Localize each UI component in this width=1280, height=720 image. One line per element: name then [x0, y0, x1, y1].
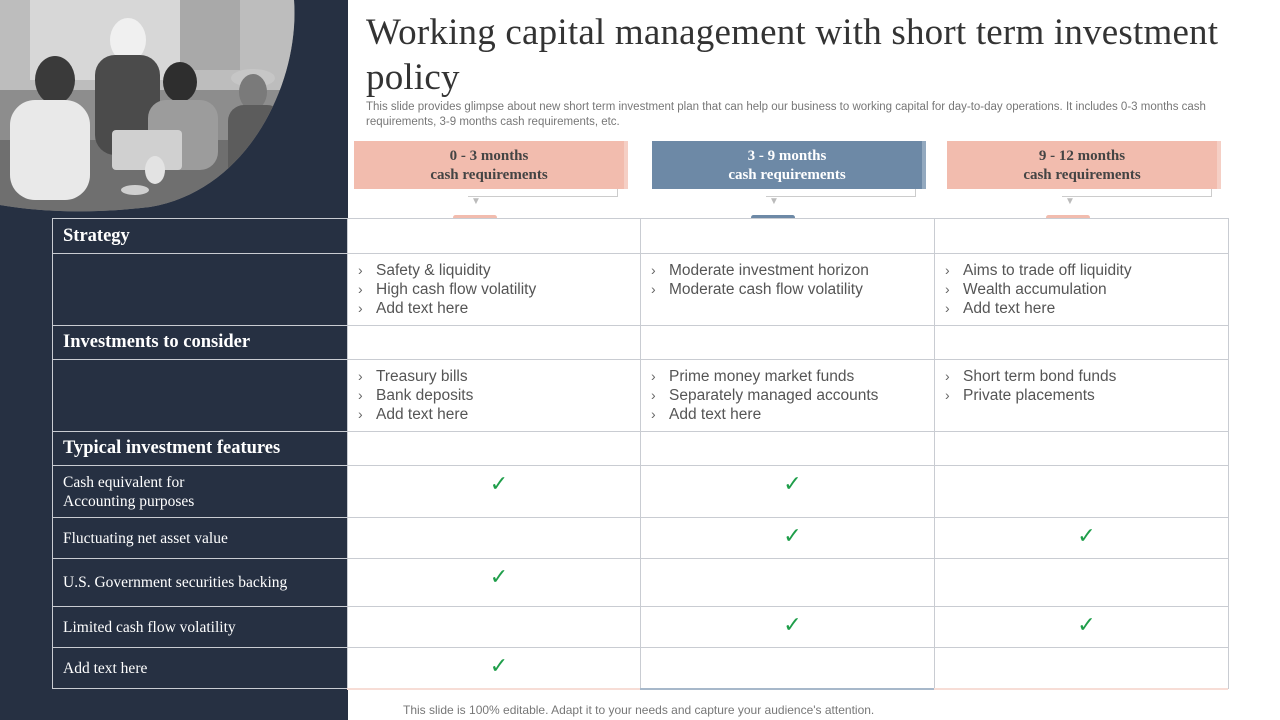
- column-header-line1: 0 - 3 months: [449, 148, 529, 164]
- section-label-investments: Investments to consider: [53, 326, 348, 360]
- column-header-line2: cash requirements: [430, 167, 548, 183]
- section-row-investments: [53, 326, 1229, 360]
- section-label-features: Typical investment features: [53, 432, 348, 466]
- bullet-item: › Moderate cash flow volatility: [651, 281, 863, 298]
- bullet-item: › Prime money market funds: [651, 368, 855, 385]
- chevron-right-icon: ›: [651, 281, 656, 297]
- header-connector: [766, 189, 916, 197]
- chevron-right-icon: ›: [651, 387, 656, 403]
- bullet-item: › Safety & liquidity: [358, 262, 491, 279]
- team-photo: [0, 0, 348, 215]
- feature-row: [53, 518, 1229, 559]
- investment-policy-table: [52, 218, 1229, 689]
- chevron-right-icon: ›: [651, 406, 656, 422]
- column-header-line2: cash requirements: [728, 167, 846, 183]
- feature-label: Limited cash flow volatility: [53, 607, 348, 648]
- column-accent-line: [934, 688, 1228, 690]
- feature-row: [53, 466, 1229, 518]
- column-accent-line: [640, 688, 934, 690]
- chevron-right-icon: ›: [945, 387, 950, 403]
- section-label-strategy: Strategy: [53, 219, 348, 254]
- chevron-right-icon: ›: [358, 368, 363, 384]
- investments-cell-3-9: [641, 360, 935, 432]
- page-subtitle: This slide provides glimpse about new short term investment plan that can help our business to working capital for day-to-day operations. It includes 0-3 months cash requirements, 3-9 months cash requirements, etc.: [366, 101, 1206, 128]
- column-header-line1: 3 - 9 months: [747, 148, 827, 164]
- down-arrow-icon: ▼: [769, 196, 779, 207]
- chevron-right-icon: ›: [358, 281, 363, 297]
- bullet-item: › Add text here: [358, 300, 469, 317]
- feature-row: [53, 559, 1229, 607]
- chevron-right-icon: ›: [358, 300, 363, 316]
- chevron-right-icon: ›: [358, 262, 363, 278]
- chevron-right-icon: ›: [651, 368, 656, 384]
- investments-row: [53, 360, 1229, 432]
- feature-label: U.S. Government securities backing: [53, 559, 348, 607]
- column-accent-line: [347, 688, 640, 690]
- bullet-item: › Add text here: [358, 406, 469, 423]
- strategy-row: [53, 254, 1229, 326]
- feature-row: [53, 648, 1229, 689]
- bullet-item: › Moderate investment horizon: [651, 262, 869, 279]
- checkmark-icon: ✓: [1077, 523, 1096, 548]
- chevron-right-icon: ›: [945, 368, 950, 384]
- bullet-item: › Private placements: [945, 387, 1095, 404]
- investments-cell-0-3: [348, 360, 641, 432]
- column-header-9-12-months: [947, 141, 1217, 189]
- header-connector: [1062, 189, 1212, 197]
- checkmark-icon: ✓: [783, 612, 802, 637]
- checkmark-icon: ✓: [783, 523, 802, 548]
- chevron-right-icon: ›: [358, 387, 363, 403]
- checkmark-icon: ✓: [489, 564, 509, 589]
- checkmark-icon: ✓: [489, 653, 509, 678]
- investments-cell-9-12: [935, 360, 1229, 432]
- feature-label: Cash equivalent for Accounting purposes: [53, 466, 348, 518]
- feature-label: Fluctuating net asset value: [53, 518, 348, 559]
- chevron-right-icon: ›: [651, 262, 656, 278]
- section-row-features: [53, 432, 1229, 466]
- chevron-right-icon: ›: [945, 281, 950, 297]
- column-header-line1: 9 - 12 months: [1038, 148, 1126, 164]
- column-header-0-3-months: [354, 141, 624, 189]
- feature-row: [53, 607, 1229, 648]
- bullet-item: › Bank deposits: [358, 387, 474, 404]
- bullet-item: › High cash flow volatility: [358, 281, 537, 298]
- bullet-item: › Aims to trade off liquidity: [945, 262, 1132, 279]
- strategy-cell-9-12: [935, 254, 1229, 326]
- bullet-item: › Separately managed accounts: [651, 387, 879, 404]
- bullet-item: › Add text here: [945, 300, 1056, 317]
- chevron-right-icon: ›: [945, 300, 950, 316]
- down-arrow-icon: ▼: [471, 196, 481, 207]
- strategy-cell-0-3: [348, 254, 641, 326]
- chevron-right-icon: ›: [358, 406, 363, 422]
- page-title: Working capital management with short term investment policy: [366, 12, 1219, 98]
- bullet-item: › Short term bond funds: [945, 368, 1117, 385]
- checkmark-icon: ✓: [1077, 612, 1096, 637]
- footer-note: This slide is 100% editable. Adapt it to your needs and capture your audience's attention.: [403, 703, 875, 717]
- feature-label: Add text here: [53, 648, 348, 689]
- bullet-item: › Treasury bills: [358, 368, 468, 385]
- header-connector: [468, 189, 618, 197]
- down-arrow-icon: ▼: [1065, 196, 1075, 207]
- chevron-right-icon: ›: [945, 262, 950, 278]
- bullet-item: › Wealth accumulation: [945, 281, 1107, 298]
- strategy-cell-3-9: [641, 254, 935, 326]
- column-header-line2: cash requirements: [1023, 167, 1141, 183]
- section-row-strategy: [53, 219, 1229, 254]
- column-header-3-9-months: [652, 141, 922, 189]
- checkmark-icon: ✓: [783, 471, 802, 496]
- checkmark-icon: ✓: [489, 471, 509, 496]
- bullet-item: › Add text here: [651, 406, 762, 423]
